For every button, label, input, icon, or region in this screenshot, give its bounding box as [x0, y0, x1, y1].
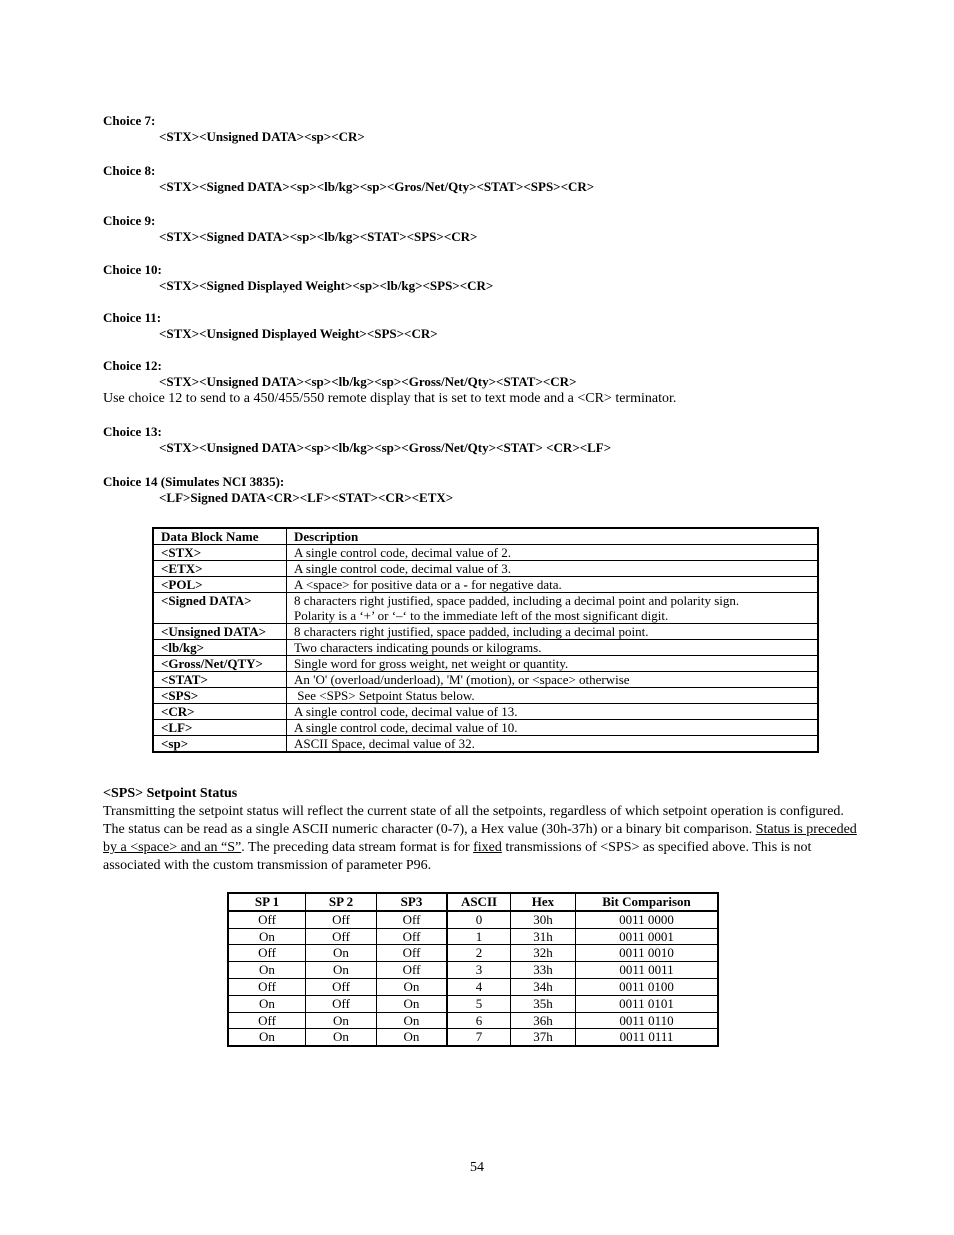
choice-title: Choice 9:	[103, 213, 156, 228]
choice-title: Choice 8:	[103, 163, 156, 178]
block-description: 8 characters right justified, space padded, including a decimal point.	[287, 624, 819, 640]
table-row	[153, 624, 818, 640]
table-cell: Off	[377, 962, 448, 979]
table-row	[153, 736, 818, 753]
choice-14	[103, 474, 863, 506]
choices-list	[103, 113, 863, 506]
table-cell: On	[228, 995, 306, 1012]
table-row	[153, 656, 818, 672]
table-row	[228, 962, 718, 979]
table-cell: Off	[306, 995, 377, 1012]
table-cell: Off	[377, 945, 448, 962]
table-row	[228, 978, 718, 995]
table-cell: 32h	[511, 945, 576, 962]
table-cell: Off	[306, 978, 377, 995]
table-cell: 36h	[511, 1012, 576, 1029]
table-cell: On	[377, 1012, 448, 1029]
block-name: <CR>	[153, 704, 287, 720]
table-row	[153, 720, 818, 736]
choice-13	[103, 424, 863, 456]
section-heading: <SPS> Setpoint Status	[103, 786, 238, 801]
table-cell: 2	[447, 945, 511, 962]
table-cell: 1	[447, 928, 511, 945]
block-description: A single control code, decimal value of 13.	[287, 704, 819, 720]
table-cell: On	[306, 945, 377, 962]
desc-text: A <space> for positive data or a	[294, 577, 464, 592]
table-cell: 33h	[511, 962, 576, 979]
block-name: <LF>	[153, 720, 287, 736]
choice-code: <STX><Signed DATA><sp><lb/kg><STAT><SPS><CR>	[159, 229, 478, 244]
underlined-text: fixed	[473, 840, 502, 855]
table-cell: Off	[228, 978, 306, 995]
sps-paragraph	[103, 803, 863, 875]
table-cell: Off	[377, 928, 448, 945]
table-row	[153, 545, 818, 561]
column-header: Hex	[511, 893, 576, 911]
table-cell: 0011 0011	[576, 962, 719, 979]
page-number: 54	[470, 1160, 484, 1175]
table-row	[153, 593, 818, 624]
desc-line: 8 characters right justified, space padded, including a decimal point and polarity sign.	[294, 593, 740, 608]
table-cell: 0011 0010	[576, 945, 719, 962]
table-cell: On	[228, 962, 306, 979]
table-row	[153, 688, 818, 704]
block-description: See <SPS> Setpoint Status below.	[287, 688, 819, 704]
block-description: Two characters indicating pounds or kilograms.	[287, 640, 819, 656]
table-cell: On	[228, 1029, 306, 1046]
table-cell: 30h	[511, 911, 576, 928]
block-description: A single control code, decimal value of 3.	[287, 561, 819, 577]
underlined-text: Status is preceded by a <space> and an “S”	[103, 822, 857, 855]
table-cell: 0	[447, 911, 511, 928]
table-row	[153, 577, 818, 593]
table-cell: On	[306, 1012, 377, 1029]
choice-11	[103, 310, 863, 342]
table-cell: 31h	[511, 928, 576, 945]
table-cell: On	[377, 1029, 448, 1046]
table-cell: 4	[447, 978, 511, 995]
choice-8	[103, 163, 863, 195]
table-cell: On	[377, 978, 448, 995]
choice-code: <STX><Signed Displayed Weight><sp><lb/kg><SPS><CR>	[159, 278, 494, 293]
table-cell: On	[306, 1029, 377, 1046]
paragraph-text: transmissions of <SPS> as specified above. This is not associated with the custom transmission of parameter P96.	[103, 840, 812, 873]
block-name: <Gross/Net/QTY>	[153, 656, 287, 672]
table-cell: 0011 0101	[576, 995, 719, 1012]
column-header: Bit Comparison	[576, 893, 719, 911]
table-cell: On	[377, 995, 448, 1012]
column-header: SP 2	[306, 893, 377, 911]
table-header-row	[153, 528, 818, 545]
table-cell: 0011 0000	[576, 911, 719, 928]
paragraph-text: Transmitting the setpoint status will reflect the current state of all the setpoints, regardless of which setpoint operation is configured. The status can be read as a single ASCII numeric character (0-7), a Hex value (30h-37h) or a binary bit comparison.	[103, 804, 844, 837]
column-header: Data Block Name	[153, 528, 287, 545]
column-header: SP 1	[228, 893, 306, 911]
block-description: A single control code, decimal value of 10.	[287, 720, 819, 736]
table-cell: 0011 0100	[576, 978, 719, 995]
block-description: Single word for gross weight, net weight or quantity.	[287, 656, 819, 672]
choice-code: <STX><Unsigned Displayed Weight><SPS><CR>	[159, 326, 438, 341]
choice-title: Choice 14 (Simulates NCI 3835):	[103, 474, 285, 489]
table-row	[153, 561, 818, 577]
table-cell: 37h	[511, 1029, 576, 1046]
table-cell: Off	[228, 945, 306, 962]
table-header-row	[228, 893, 718, 911]
table-cell: On	[228, 928, 306, 945]
block-description	[287, 593, 819, 624]
table-cell: Off	[228, 911, 306, 928]
table-cell: 34h	[511, 978, 576, 995]
table-cell: Off	[306, 928, 377, 945]
choice-code: <STX><Unsigned DATA><sp><CR>	[159, 129, 365, 144]
table-row	[153, 704, 818, 720]
choice-title: Choice 12:	[103, 358, 162, 373]
table-cell: 3	[447, 962, 511, 979]
choice-9	[103, 213, 863, 245]
block-description	[287, 577, 819, 593]
choice-code: <LF>Signed DATA<CR><LF><STAT><CR><ETX>	[159, 490, 454, 505]
desc-text: for negative data.	[467, 577, 562, 592]
choice-title: Choice 7:	[103, 113, 156, 128]
block-description: ASCII Space, decimal value of 32.	[287, 736, 819, 753]
choice-7	[103, 113, 863, 145]
desc-bold: -	[463, 577, 468, 592]
choice-code: <STX><Unsigned DATA><sp><lb/kg><sp><Gross/Net/Qty><STAT> <CR><LF>	[159, 440, 612, 455]
choice-code: <STX><Signed DATA><sp><lb/kg><sp><Gros/Net/Qty><STAT><SPS><CR>	[159, 179, 595, 194]
block-name: <Signed DATA>	[153, 593, 287, 624]
block-description: A single control code, decimal value of 2.	[287, 545, 819, 561]
block-name: <lb/kg>	[153, 640, 287, 656]
table-cell: Off	[377, 911, 448, 928]
block-name: <STAT>	[153, 672, 287, 688]
table-row	[228, 945, 718, 962]
table-row	[153, 672, 818, 688]
block-name: <POL>	[153, 577, 287, 593]
choice-title: Choice 13:	[103, 424, 162, 439]
block-name: <Unsigned DATA>	[153, 624, 287, 640]
desc-line: Polarity is a ‘+’ or ‘–‘ to the immediate left of the most significant digit.	[294, 608, 669, 623]
choice-note: Use choice 12 to send to a 450/455/550 remote display that is set to text mode and a <CR> terminator.	[103, 391, 677, 406]
column-header: ASCII	[447, 893, 511, 911]
table-cell: Off	[306, 911, 377, 928]
table-row	[228, 911, 718, 928]
block-name: <STX>	[153, 545, 287, 561]
data-block-table	[152, 527, 819, 753]
block-description: An 'O' (overload/underload), 'M' (motion), or <space> otherwise	[287, 672, 819, 688]
column-header: SP3	[377, 893, 448, 911]
choice-code: <STX><Unsigned DATA><sp><lb/kg><sp><Gross/Net/Qty><STAT><CR>	[159, 374, 577, 389]
table-row	[228, 928, 718, 945]
paragraph-text: . The preceding data stream format is for	[241, 840, 474, 855]
table-cell: 6	[447, 1012, 511, 1029]
table-cell: 0011 0001	[576, 928, 719, 945]
table-cell: 35h	[511, 995, 576, 1012]
column-header: Description	[287, 528, 819, 545]
setpoint-status-table	[227, 892, 719, 1047]
table-cell: Off	[228, 1012, 306, 1029]
choice-title: Choice 11:	[103, 310, 162, 325]
table-cell: 0011 0110	[576, 1012, 719, 1029]
table-row	[228, 995, 718, 1012]
block-name: <SPS>	[153, 688, 287, 704]
table-cell: 0011 0111	[576, 1029, 719, 1046]
table-row	[153, 640, 818, 656]
choice-title: Choice 10:	[103, 262, 162, 277]
table-cell: 7	[447, 1029, 511, 1046]
block-name: <ETX>	[153, 561, 287, 577]
choice-10	[103, 262, 863, 294]
table-row	[228, 1029, 718, 1046]
table-cell: On	[306, 962, 377, 979]
table-cell: 5	[447, 995, 511, 1012]
table-row	[228, 1012, 718, 1029]
choice-12	[103, 358, 863, 408]
block-name: <sp>	[153, 736, 287, 753]
